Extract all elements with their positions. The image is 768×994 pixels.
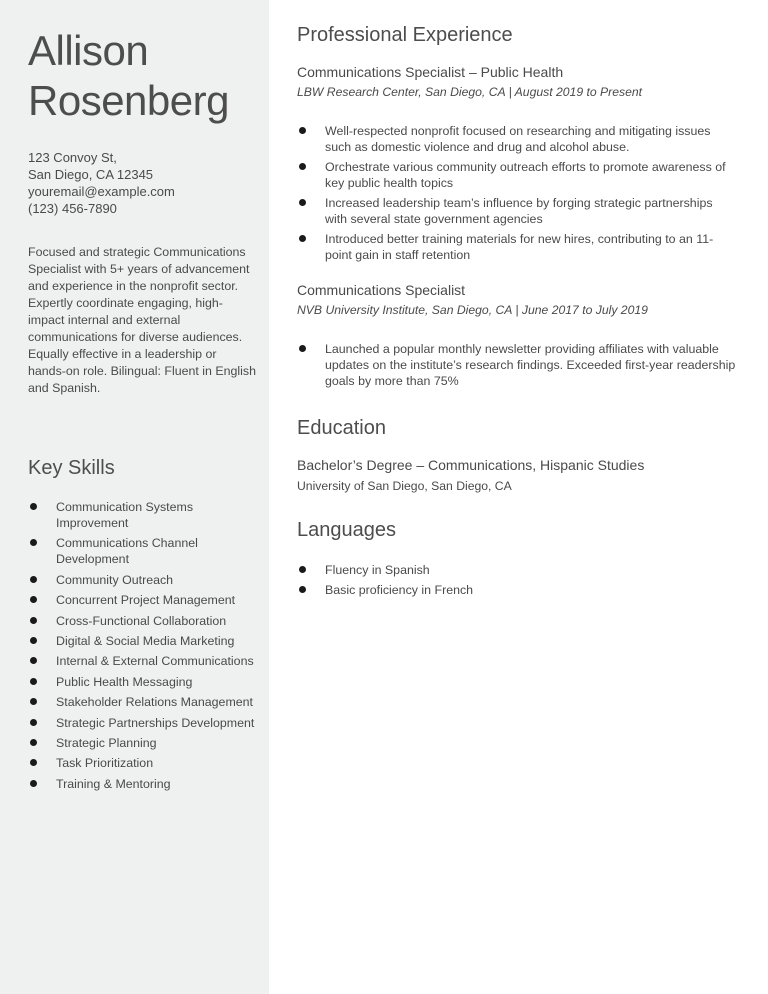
contact-street: 123 Convoy St, (28, 150, 117, 165)
contact-info (28, 149, 263, 217)
education-heading: Education (297, 417, 386, 439)
skill-item: Strategic Partnerships Development (28, 715, 263, 731)
job-bullet: Introduced better training materials for new hires, contributing to an 11-point gain in staff retention (297, 231, 737, 263)
bullet-icon (30, 503, 37, 510)
skill-item: Digital & Social Media Marketing (28, 633, 263, 649)
skills-heading: Key Skills (28, 457, 115, 479)
job-meta: LBW Research Center, San Diego, CA | August 2019 to Present (297, 85, 643, 99)
professional-summary: Focused and strategic Communications Specialist with 5+ years of advancement and experience in the nonprofit sector. Expertly coordinate engaging, high-impact internal and external communications for diverse audiences. Equally effective in a leadership or hands-on role. Bilingual: Fluent in English and Spanish. (28, 245, 256, 395)
bullet-icon (30, 719, 37, 726)
contact-city: San Diego, CA 12345 (28, 167, 154, 182)
contact-email: youremail@example.com (28, 184, 175, 199)
job-bullet: Launched a popular monthly newsletter providing affiliates with valuable updates on the institute’s research findings. Exceeded first-year readership goals by more than 75% (297, 341, 737, 389)
skill-item: Communication Systems Improvement (28, 499, 263, 531)
bullet-icon (30, 576, 37, 583)
job-bullet: Orchestrate various community outreach efforts to promote awareness of key public health topics (297, 159, 737, 191)
bullet-icon (30, 617, 37, 624)
job-bullets (297, 123, 737, 267)
school: University of San Diego, San Diego, CA (297, 479, 512, 493)
first-name: Allison (28, 27, 149, 74)
bullet-icon (30, 539, 37, 546)
bullet-icon (30, 678, 37, 685)
sidebar (0, 0, 269, 994)
skill-item: Public Health Messaging (28, 674, 263, 690)
bullet-icon (299, 345, 306, 352)
bullet-icon (30, 596, 37, 603)
contact-phone: (123) 456-7890 (28, 201, 117, 216)
skill-item: Training & Mentoring (28, 776, 263, 792)
bullet-icon (299, 586, 306, 593)
skill-item: Concurrent Project Management (28, 592, 263, 608)
languages-list (297, 562, 737, 602)
bullet-icon (299, 235, 306, 242)
bullet-icon (30, 637, 37, 644)
language-item: Fluency in Spanish (297, 562, 737, 578)
skills-list (28, 499, 263, 796)
job-meta: NVB University Institute, San Diego, CA | June 2017 to July 2019 (297, 303, 648, 317)
job-bullets (297, 341, 737, 393)
experience-heading: Professional Experience (297, 24, 513, 46)
bullet-icon (299, 199, 306, 206)
bullet-icon (30, 698, 37, 705)
candidate-name (28, 26, 263, 126)
languages-heading: Languages (297, 519, 396, 541)
bullet-icon (30, 759, 37, 766)
job-title: Communications Specialist – Public Health (297, 64, 564, 80)
bullet-icon (299, 566, 306, 573)
job-bullet: Increased leadership team’s influence by forging strategic partnerships with several state government agencies (297, 195, 737, 227)
last-name: Rosenberg (28, 77, 229, 124)
job-title: Communications Specialist (297, 282, 466, 298)
bullet-icon (30, 657, 37, 664)
bullet-icon (299, 127, 306, 134)
skill-item: Community Outreach (28, 572, 263, 588)
skill-item: Strategic Planning (28, 735, 263, 751)
skill-item: Cross-Functional Collaboration (28, 613, 263, 629)
bullet-icon (30, 780, 37, 787)
language-item: Basic proficiency in French (297, 582, 737, 598)
bullet-icon (299, 163, 306, 170)
skill-item: Communications Channel Development (28, 535, 263, 567)
skill-item: Task Prioritization (28, 755, 263, 771)
degree: Bachelor’s Degree – Communications, Hispanic Studies (297, 457, 645, 473)
bullet-icon (30, 739, 37, 746)
skill-item: Stakeholder Relations Management (28, 694, 263, 710)
job-bullet: Well-respected nonprofit focused on researching and mitigating issues such as domestic violence and drug and alcohol abuse. (297, 123, 737, 155)
skill-item: Internal & External Communications (28, 653, 263, 669)
